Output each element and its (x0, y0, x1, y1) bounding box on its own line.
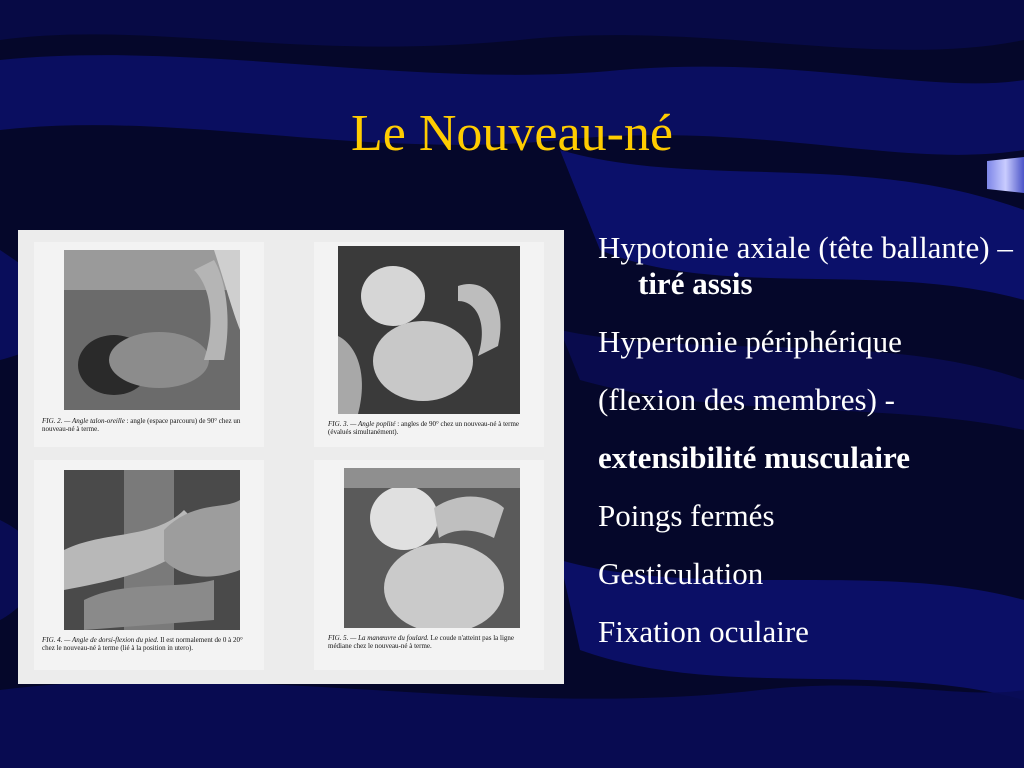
figure-caption-5: FIG. 5. — La manœuvre du foulard. Le coude n'atteint pas la ligne médiane chez le nouveau-né à terme. (328, 634, 515, 650)
figure-caption-2: FIG. 2. — Angle talon-oreille : angle (espace parcouru) de 90° chez un nouveau-né à terme. (42, 417, 241, 433)
photo-foot-dorsiflexion (64, 470, 240, 630)
newborn-tone-figure (18, 230, 564, 684)
figure-panel-3 (314, 242, 544, 447)
bullet-item: Fixation oculaire (598, 614, 809, 649)
figure-caption-4: FIG. 4. — Angle de dorsi-flexion du pied. Il est normalement de 0 à 20° chez le nouveau-né à terme (lié à la position in utero). (42, 636, 243, 652)
bullet-list (598, 230, 1018, 672)
slide-title: Le Nouveau-né (351, 105, 673, 162)
figure-panel-4 (34, 460, 264, 670)
bullet-item: extensibilité musculaire (598, 440, 910, 475)
bullet-item: (flexion des membres) - (598, 382, 895, 417)
figure-panel-2 (34, 242, 264, 447)
figure-caption-3: FIG. 3. — Angle poplité : angles de 90° chez un nouveau-né à terme (évalués simultanément). (328, 420, 520, 436)
photo-popliteal-angle (338, 246, 520, 414)
bullet-item: Poings fermés (598, 498, 775, 533)
bullet-item: Hypertonie périphérique (598, 324, 902, 359)
photo-scarf-maneuver (344, 468, 520, 628)
photo-heel-to-ear (64, 250, 240, 410)
figure-panel-5 (314, 460, 544, 670)
bullet-item: Hypotonie axiale (tête ballante) – tiré assis (598, 230, 1013, 301)
bullet-item: Gesticulation (598, 556, 764, 591)
